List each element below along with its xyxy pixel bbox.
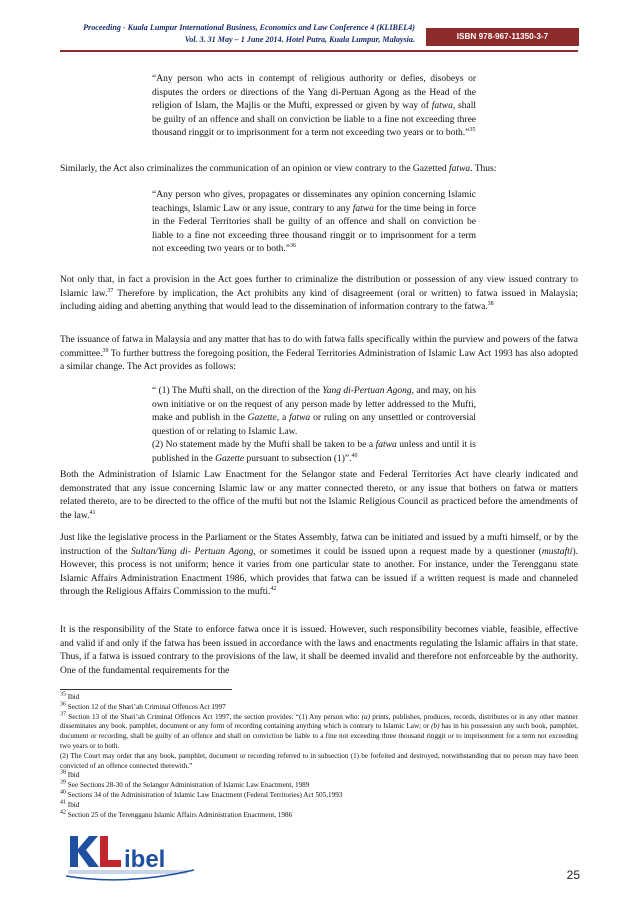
footnote-36: $^{36}$ Section 12 of the Shari’ah Criminal Offences Act 1997 (60, 701, 226, 711)
footnote-37-continued: (2) The Court may order that any book, pamphlet, document or recording referred to in subsection (1) be forfeited and destroyed, notwithstanding that no person may have been convicted of an offence connected therewith.” (60, 751, 578, 770)
paragraph-6: It is the responsibility of the State to enforce fatwa once it is issued. However, such responsibility becomes viable, feasible, effective and valid if and only if the fatwa has been issued in accordance with the laws and enactments regulating the Islamic affairs in that state. Thus, if a fatwa is issued contrary to the provisions of the law, it shall be deemed invalid and therefore not enforceable by the authority. One of the fundamental requirements for the (60, 625, 578, 676)
header-rule (60, 50, 578, 52)
footnote-41: $^{41}$ Ibid (60, 799, 80, 809)
footnote-40: $^{40}$ Sections 34 of the Administration of Islamic Law Enactment (Federal Territories) Act 505,1993 (60, 789, 343, 799)
paragraph-1: Similarly, the Act also criminalizes the communication of an opinion or view contrary to the Gazetted fatwa. Thus: (60, 164, 497, 174)
page-number: 25 (566, 868, 580, 882)
footnote-rule (60, 689, 232, 690)
header-line-1: Proceeding - Kuala Lumpur International Business, Economics and Law Conference 4 (KLIBEL4) (83, 23, 415, 32)
footnote-38: $^{38}$ Ibid (60, 769, 80, 780)
footnote-35: $^{35}$ Ibid (60, 691, 80, 701)
block-quote-3 (152, 385, 476, 466)
paragraph-4: Both the Administration of Islamic Law Enactment for the Selangor state and Federal Territories Act have clearly indicated and demonstrated that any issue concerning Islamic law or any matter connected thereto, or any issue that bothers on fatwa or matters related thereto, are to be directed to the office of the mufti but not the Islamic Religious Council as practiced before the amendments of the law.$^{41}$ (60, 470, 578, 521)
block-quote-1: “Any person who acts in contempt of religious authority or defies, disobeys or disputes the orders or directions of the Yang di-Pertuan Agong as the Head of the religion of Islam, the Majlis or the Mufti, expressed or given by way of fatwa, shall be guilty of an offence and shall on conviction be liable to a fine not exceeding three thousand ringgit or to imprisonment for a term not exceeding two years or to both.”$^{35}$ (152, 74, 476, 138)
footnote-ref-39[interactable]: 39 (102, 347, 109, 354)
svg-text:ibel: ibel (124, 846, 166, 873)
klibel-logo (62, 830, 202, 890)
footnote-ref-35[interactable]: 35 (469, 126, 476, 133)
header-conference-title (60, 22, 415, 45)
footnote-39: $^{39}$ See Sections 28-30 of the Selangor Administration of Islamic Law Enactment, 1989 (60, 779, 310, 790)
quote-3-subsection-2: (2) No statement made by the Mufti shall be taken to be a fatwa unless and until it is published in the Gazette pursuant to subsection (1)”.$^{40}$ (152, 440, 477, 464)
isbn-badge: ISBN 978-967-11350-3-7 (426, 28, 579, 46)
header-line-2: Vol. 3. 31 May – 1 June 2014. Hotel Putra, Kuala Lumpur, Malaysia. (184, 34, 415, 44)
footnote-ref-40[interactable]: 40 (351, 452, 358, 459)
running-header (60, 22, 578, 48)
quote-3-subsection-1: “ (1) The Mufti shall, on the direction of the Yang di-Pertuan Agong, and may, on his own initiative or on the request of any person made by letter addressed to the Mufti, make and publish in the Gazette, a fatwa or ruling on any unsettled or controversial question of or relating to Islamic Law. (152, 386, 476, 437)
footnote-ref-36[interactable]: 36 (289, 242, 296, 249)
footnote-ref-37[interactable]: 37 (107, 287, 114, 294)
footnote-37: $^{37}$ Section 13 of the Shari’ah Criminal Offences Act 1997, the section provides: “(1) Any person who: (a) prints, publishes, produces, records, distributes or in any other manner disseminates any book, pamphlet, document or any form of recording containing anything which is contrary to Islamic Law; or (b) has in his possession any such book, pamphlet, document or recording, shall be guilty of an offence and shall on conviction be liable to a fine not exceeding three thousand ringgit or to imprisonment for a term not exceeding two years or to both. (60, 711, 579, 750)
footnote-ref-42[interactable]: 42 (270, 585, 277, 592)
paragraph-5: Just like the legislative process in the Parliament or the States Assembly, fatwa can be initiated and issued by a mufti himself, or by the instruction of the Sultan/Yang di- Pertuan Agong, or sometimes it could be issued upon a request made by a questioner (mustafti). However, this process is not uniform; hence it varies from one particular state to another. For instance, under the Terengganu state Islamic Affairs Administration Enactment 1986, which provides that fatwa can be issued if a written request is made and channeled through the Religious Affairs Commission to the mufti.$^{42}$ (60, 533, 578, 597)
footnote-ref-41[interactable]: 41 (89, 509, 96, 516)
paragraph-3: The issuance of fatwa in Malaysia and any matter that has to do with fatwa falls specifically within the purview and powers of the fatwa committee.$^{39}$ To further buttress the foregoing position, the Federal Territories Administration of Islamic Law Act 1993 has also adopted a similar change. The Act provides as follows: (60, 335, 578, 372)
paragraph-2: Not only that, in fact a provision in the Act goes further to criminalize the distribution or possession of any view issued contrary to Islamic law.$^{37}$ Therefore by implication, the Act prohibits any kind of disagreement (oral or written) to fatwa issued in Malaysia; including aiding and abetting anything that would lead to the dissemination of information contrary to the fatwa.$^{38}$ (60, 275, 578, 312)
block-quote-2: “Any person who gives, propagates or disseminates any opinion concerning Islamic teachings, Islamic Law or any issue, contrary to any fatwa for the time being in force in the Federal Territories shall be guilty of an offence and shall on conviction be liable to a fine not exceeding three thousand ringgit or to imprisonment for a term not exceeding two years or to both.”$^{36}$ (152, 190, 476, 254)
footnotes (60, 693, 578, 820)
footnote-ref-38[interactable]: 38 (487, 300, 494, 307)
footnote-42: $^{42}$ Section 25 of the Terengganu Islamic Affairs Administration Enactment, 1986 (60, 809, 293, 819)
